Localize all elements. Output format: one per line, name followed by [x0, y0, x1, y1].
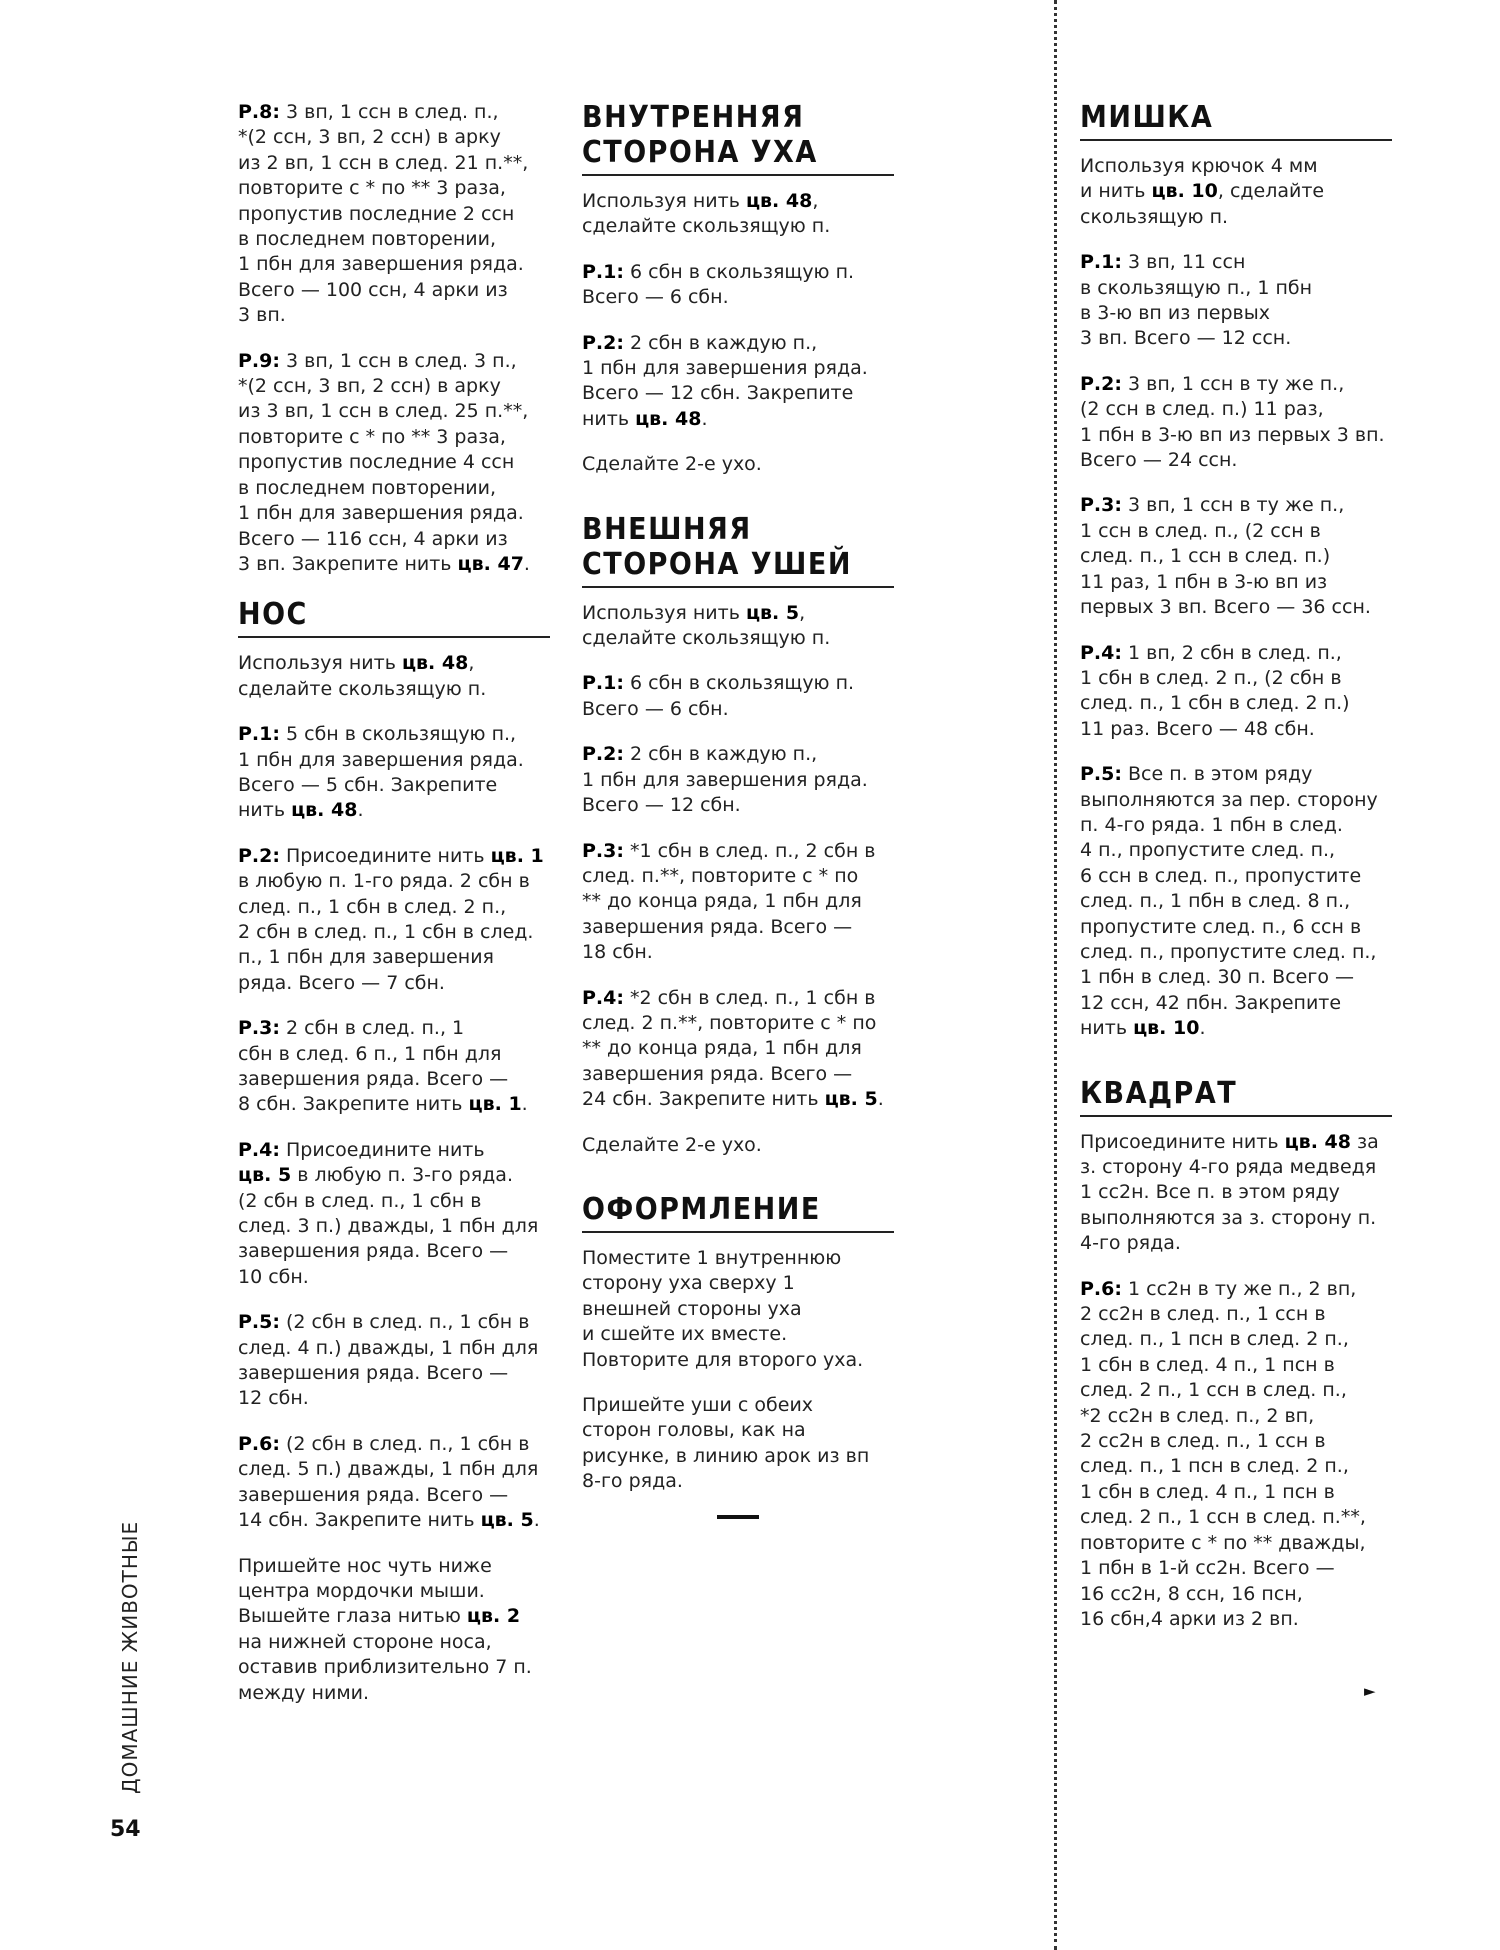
right-column — [1080, 100, 1392, 1652]
instruction-text: 2 сбн в каждую п., 1 пбн для завершения ряда. Всего — 12 сбн. Закрепите нить — [582, 331, 868, 430]
yarn-color-ref: цв. 47 — [457, 552, 524, 575]
row-label: Р.2: — [582, 743, 624, 766]
instruction-text-tail: , сделайте скользящую п. — [1080, 180, 1325, 228]
instruction-paragraph — [582, 452, 894, 477]
dotted-column-divider — [1054, 0, 1057, 1950]
instruction-paragraph — [1080, 1130, 1392, 1257]
instruction-text: 1 вп, 2 сбн в след. п., 1 сбн в след. 2 п., (2 сбн в след. п., 1 сбн в след. 2 п.) 11 раз. Всего — 48 сбн. — [1080, 641, 1350, 740]
row-label: Р.1: — [1080, 251, 1122, 274]
instruction-text-tail: . — [877, 1088, 884, 1111]
row-instruction — [1080, 1277, 1392, 1633]
instruction-text-tail: в любую п. 1-го ряда. 2 сбн в след. п., 1 сбн в след. 2 п., 2 сбн в след. п., 1 сбн в след. п., 1 пбн для завершения ряда. Всего — 7 сбн. — [238, 870, 534, 994]
row-instruction — [1080, 493, 1392, 620]
right-triangle-icon: ► — [1364, 1682, 1376, 1700]
row-instruction — [582, 260, 894, 311]
section-heading: ОФОРМЛЕНИЕ — [582, 1192, 894, 1233]
instruction-text: (2 сбн в след. п., 1 сбн в след. 4 п.) дважды, 1 пбн для завершения ряда. Всего — 12 сбн. — [238, 1311, 539, 1410]
row-label: Р.2: — [1080, 372, 1122, 395]
row-instruction — [238, 844, 550, 996]
instruction-text: *2 сбн в след. п., 1 сбн в след. 2 п.**, повторите с * по ** до конца ряда, 1 пбн для завершения ряда. Всего — 24 сбн. Закрепите нить — [582, 986, 877, 1111]
yarn-color-ref: цв. 48 — [1284, 1130, 1351, 1153]
instruction-text: 6 сбн в скользящую п. Всего — 6 сбн. — [582, 260, 855, 309]
row-label: Р.1: — [582, 260, 624, 283]
row-label: Р.3: — [582, 839, 624, 862]
instruction-text: Используя крючок 4 мм и нить — [1080, 155, 1318, 203]
yarn-color-ref: цв. 48 — [291, 799, 358, 822]
instruction-text-tail: на нижней стороне носа, оставив приблизительно 7 п. между ними. — [238, 1630, 532, 1704]
instruction-text: 1 сс2н в ту же п., 2 вп, 2 сс2н в след. п., 1 ссн в след. п., 1 псн в след. 2 п., 1 сбн в след. 4 п., 1 псн в след. 2 п., 1 ссн в след. п., *2 сс2н в след. п., 2 вп, 2 сс2н в след. п., 1 ссн в след. п., 1 псн в след. 2 п., 1 сбн в след. 4 п., 1 псн в след. 2 п., 1 ссн в след. п.**, повторите с * по ** дважды, 1 пбн в 1-й сс2н. Всего — 16 сс2н, 8 ссн, 16 псн, 16 сбн,4 арки из 2 вп. — [1080, 1277, 1366, 1630]
section-heading: НОС — [238, 597, 550, 638]
instruction-text: 2 сбн в каждую п., 1 пбн для завершения ряда. Всего — 12 сбн. — [582, 743, 868, 817]
yarn-color-ref: цв. 1 — [468, 1093, 522, 1116]
row-instruction — [1080, 762, 1392, 1041]
instruction-text: Используя нить — [238, 652, 402, 675]
yarn-color-ref: цв. 5 — [745, 601, 800, 624]
instruction-text: Используя нить — [582, 601, 746, 624]
instruction-text-tail: , сделайте скользящую п. — [238, 652, 487, 700]
instruction-text-tail: за з. сторону 4-го ряда медведя 1 сс2н. Все п. в этом ряду выполняются за з. сторону п. 4-го ряда. — [1080, 1130, 1379, 1255]
row-instruction — [238, 1016, 550, 1118]
instruction-text-tail: . — [521, 1093, 528, 1116]
instruction-text: 3 вп, 1 ссн в ту же п., 1 ссн в след. п., (2 ссн в след. п., 1 ссн в след. п.) 11 раз, 1 пбн в 3-ю вп из первых 3 вп. Всего — 36 ссн. — [1080, 494, 1371, 619]
section-heading: ВНЕШНЯЯ СТОРОНА УШЕЙ — [582, 512, 894, 588]
yarn-color-ref: цв. 48 — [745, 190, 813, 212]
instruction-text: 5 сбн в скользящую п., 1 пбн для завершения ряда. Всего — 5 сбн. Закрепите нить — [238, 723, 524, 822]
yarn-color-ref: цв. 48 — [401, 652, 469, 675]
instruction-text-tail: . — [523, 552, 530, 575]
row-instruction — [582, 331, 894, 433]
row-label: Р.4: — [238, 1138, 280, 1161]
row-label: Р.3: — [1080, 494, 1122, 517]
instruction-text: 6 сбн в скользящую п. Всего — 6 сбн. — [582, 672, 855, 720]
row-label: Р.2: — [582, 331, 624, 354]
instruction-text: Присоедините нить — [286, 1138, 485, 1161]
instruction-text: Пришейте уши с обеих сторон головы, как на рисунке, в линию арок из вп 8-го ряда. — [582, 1394, 870, 1493]
instruction-text: 3 вп, 1 ссн в ту же п., (2 ссн в след. п.) 11 раз, 1 пбн в 3-ю вп из первых 3 вп. Всего — 24 ссн. — [1080, 372, 1385, 472]
instruction-paragraph — [238, 651, 550, 702]
row-label: Р.3: — [238, 1017, 280, 1040]
instruction-text-tail: . — [533, 1509, 540, 1532]
instruction-paragraph — [582, 601, 894, 652]
row-label: Р.6: — [1080, 1277, 1122, 1300]
row-label: Р.6: — [238, 1432, 280, 1455]
yarn-color-ref: цв. 2 — [466, 1605, 521, 1628]
instruction-text-tail: , сделайте скользящую п. — [582, 190, 831, 238]
row-label: Р.2: — [238, 844, 280, 867]
row-instruction — [582, 671, 894, 722]
section-heading: КВАДРАТ — [1080, 1076, 1392, 1117]
yarn-color-ref: цв. 10 — [1133, 1017, 1200, 1040]
instruction-text: 3 вп, 11 ссн в скользящую п., 1 пбн в 3-ю вп из первых 3 вп. Всего — 12 ссн. — [1080, 251, 1313, 350]
instruction-text: Присоедините нить — [1080, 1130, 1285, 1153]
instruction-text: Поместите 1 внутреннюю сторону уха сверху 1 внешней стороны уха и сшейте их вместе. Повторите для второго уха. — [582, 1246, 864, 1371]
page-number: 54 — [110, 1817, 141, 1842]
instruction-text: 2 сбн в след. п., 1 сбн в след. 6 п., 1 пбн для завершения ряда. Всего — 8 сбн. Закрепите нить — [238, 1017, 509, 1116]
instruction-text: Пришейте нос чуть ниже центра мордочки мыши. Вышейте глаза нитью — [238, 1554, 492, 1628]
left-column — [238, 100, 550, 1726]
instruction-paragraph — [582, 1133, 894, 1158]
instruction-text-tail: . — [701, 407, 708, 430]
row-label: Р.4: — [582, 986, 624, 1009]
row-label: Р.5: — [238, 1311, 280, 1334]
row-instruction — [1080, 372, 1392, 474]
instruction-text: Присоедините нить — [279, 844, 491, 867]
row-instruction — [238, 349, 550, 578]
instruction-text: Все п. в этом ряду выполняются за пер. сторону п. 4-го ряда. 1 пбн в след. 4 п., пропустите след. п., 6 ссн в след. п., пропустите след. п., 1 пбн в след. 8 п., пропустите след. п., 6 ссн в след. п., пропустите след. п., 1 пбн в след. 30 п. Всего — 12 ссн, 42 пбн. Закрепите нить — [1080, 763, 1378, 1040]
instruction-text-tail: , сделайте скользящую п. — [582, 601, 831, 650]
yarn-color-ref: цв. 5 — [480, 1509, 534, 1532]
row-label: Р.9: — [238, 349, 280, 372]
row-instruction — [238, 722, 550, 824]
middle-column — [582, 100, 894, 1519]
instruction-paragraph — [238, 1554, 550, 1706]
yarn-color-ref: цв. 10 — [1151, 180, 1218, 203]
row-instruction — [238, 1310, 550, 1412]
row-instruction — [238, 1138, 550, 1290]
instruction-text: Сделайте 2-е ухо. — [582, 453, 762, 476]
instruction-text: 3 вп, 1 ссн в след. 3 п., *(2 ссн, 3 вп, 2 ссн) в арку из 3 вп, 1 ссн в след. 25 п.**, повторите с * по ** 3 раза, пропустив последние 4 ссн в последнем повторении, 1 пбн для завершения ряда. Всего — 116 ссн, 4 арки из 3 вп. Закрепите нить — [238, 349, 529, 575]
instruction-text: 3 вп, 1 ссн в след. п., *(2 ссн, 3 вп, 2 ссн) в арку из 2 вп, 1 ссн в след. 21 п.**, повторите с * по ** 3 раза, пропустив последние 2 ссн в последнем повторении, 1 пбн для завершения ряда. Всего — 100 ссн, 4 арки из 3 вп. — [238, 101, 529, 327]
instruction-paragraph — [1080, 154, 1392, 230]
yarn-color-ref: цв. 48 — [635, 407, 702, 430]
row-instruction — [1080, 641, 1392, 743]
section-heading: МИШКА — [1080, 100, 1392, 141]
instruction-text-tail: . — [1199, 1017, 1206, 1040]
end-of-section-dash — [717, 1515, 759, 1519]
instruction-text: Сделайте 2-е ухо. — [582, 1133, 762, 1156]
row-instruction — [582, 839, 894, 966]
instruction-text-tail: в любую п. 3-го ряда. (2 сбн в след. п., 1 сбн в след. 3 п.) дважды, 1 пбн для завершения ряда. Всего — 10 сбн. — [238, 1164, 539, 1288]
row-label: Р.5: — [1080, 763, 1122, 786]
section-side-label: ДОМАШНИЕ ЖИВОТНЫЕ — [118, 1520, 142, 1794]
instruction-text-tail: . — [357, 799, 364, 822]
row-instruction — [582, 986, 894, 1113]
yarn-color-ref: цв. 5 — [824, 1088, 878, 1111]
yarn-color-ref: цв. 5 — [238, 1164, 292, 1187]
row-label: Р.4: — [1080, 641, 1122, 664]
instruction-text: *1 сбн в след. п., 2 сбн в след. п.**, повторите с * по ** до конца ряда, 1 пбн для завершения ряда. Всего — 18 сбн. — [582, 839, 876, 964]
row-label: Р.1: — [238, 723, 280, 746]
instruction-text: (2 сбн в след. п., 1 сбн в след. 5 п.) дважды, 1 пбн для завершения ряда. Всего — 14 сбн. Закрепите нить — [238, 1432, 539, 1532]
instruction-paragraph — [582, 189, 894, 240]
row-instruction — [238, 100, 550, 329]
section-heading: ВНУТРЕННЯЯ СТОРОНА УХА — [582, 100, 894, 176]
yarn-color-ref: цв. 1 — [490, 844, 544, 867]
instruction-text: Используя нить — [582, 190, 746, 212]
row-instruction — [238, 1432, 550, 1534]
instruction-paragraph — [582, 1393, 894, 1495]
row-instruction — [1080, 250, 1392, 352]
instruction-paragraph — [582, 1246, 894, 1373]
row-label: Р.1: — [582, 672, 624, 695]
row-label: Р.8: — [238, 101, 280, 123]
row-instruction — [582, 742, 894, 818]
